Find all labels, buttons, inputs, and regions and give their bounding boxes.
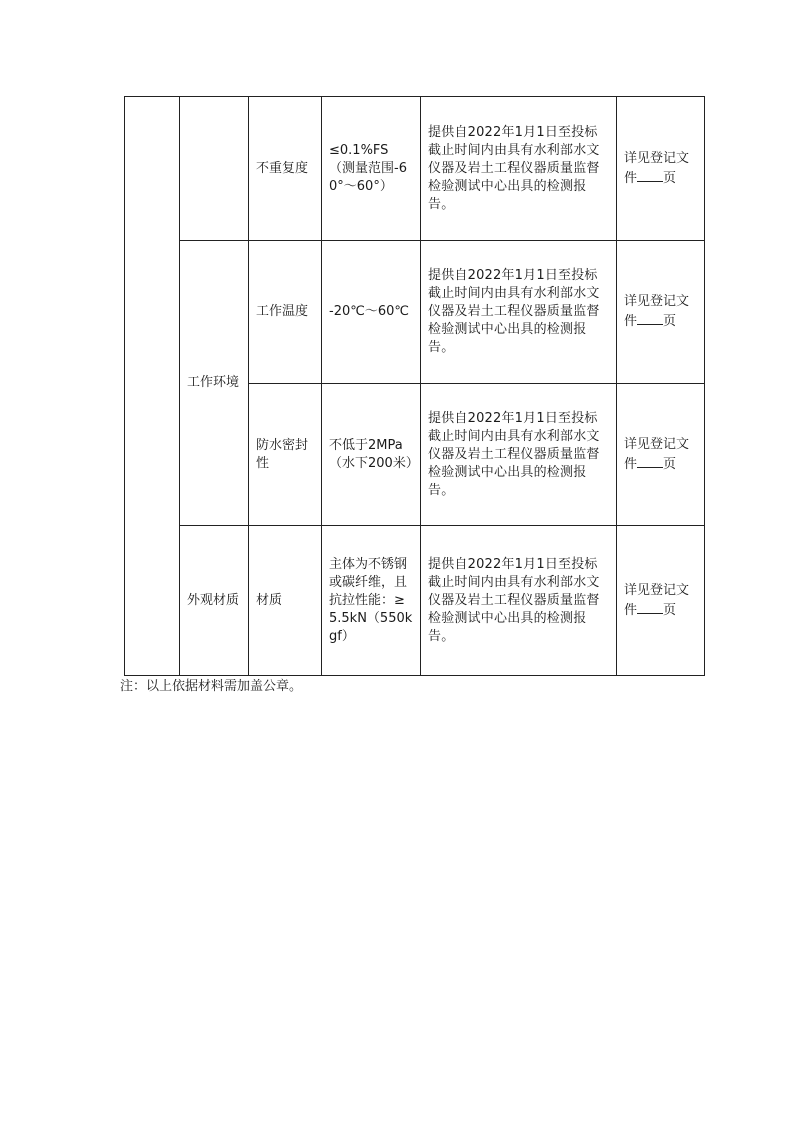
- ref-cell: [617, 241, 705, 384]
- proof-cell: [421, 384, 617, 526]
- footnote: 注：以上依据材料需加盖公章。: [120, 679, 303, 694]
- ref-prefix: 详见登记文件: [624, 150, 690, 186]
- item-cell: [249, 97, 322, 241]
- ref-cell: [617, 97, 705, 241]
- proof-text: 提供自2022年1月1日至投标截止时间内由具有水利部水文仪器及岩土工程仪器质量监督检验测试中心出具的检测报告。: [428, 124, 600, 212]
- item-label: 不重复度: [256, 160, 309, 176]
- table-row: [125, 241, 705, 384]
- item-cell: [249, 526, 322, 676]
- spec-text: ≤0.1%FS（测量范围-60°～60°）: [329, 142, 407, 194]
- ref-suffix: 页: [663, 170, 677, 186]
- ref-prefix: 详见登记文件: [624, 582, 690, 618]
- table-row: [125, 97, 705, 241]
- category-label: 工作环境: [187, 375, 240, 390]
- category-cell: [180, 526, 249, 676]
- category-cell: [180, 241, 249, 526]
- item-cell: [249, 241, 322, 384]
- spec-text: 主体为不锈钢或碳纤维，且抗拉性能：≥5.5kN（550kgf）: [329, 556, 413, 644]
- proof-text: 提供自2022年1月1日至投标截止时间内由具有水利部水文仪器及岩土工程仪器质量监督检验测试中心出具的检测报告。: [428, 410, 600, 498]
- spec-cell: [322, 384, 421, 526]
- spec-text: 不低于2MPa（水下200米）: [329, 437, 419, 471]
- spec-text: -20℃～60℃: [329, 304, 409, 319]
- ref-suffix: 页: [663, 314, 677, 329]
- requirements-table: [124, 96, 705, 676]
- item-label: 防水密封性: [256, 437, 309, 471]
- ref-cell: [617, 526, 705, 676]
- table-row: [125, 526, 705, 676]
- item-label: 材质: [256, 592, 283, 608]
- page-number-blank: [637, 454, 663, 468]
- spec-cell: [322, 97, 421, 241]
- page-number-blank: [637, 600, 663, 614]
- proof-text: 提供自2022年1月1日至投标截止时间内由具有水利部水文仪器及岩土工程仪器质量监督检验测试中心出具的检测报告。: [428, 556, 600, 644]
- category-cell-empty: [180, 97, 249, 241]
- proof-cell: [421, 526, 617, 676]
- page-number-blank: [637, 311, 663, 325]
- ref-suffix: 页: [663, 456, 677, 472]
- page-number-blank: [637, 168, 663, 182]
- proof-cell: [421, 241, 617, 384]
- ref-prefix: 详见登记文件: [624, 294, 690, 329]
- spec-cell: [322, 526, 421, 676]
- proof-text: 提供自2022年1月1日至投标截止时间内由具有水利部水文仪器及岩土工程仪器质量监督检验测试中心出具的检测报告。: [428, 268, 600, 355]
- ref-cell: [617, 384, 705, 526]
- ref-prefix: 详见登记文件: [624, 436, 690, 472]
- spec-cell: [322, 241, 421, 384]
- proof-cell: [421, 97, 617, 241]
- item-cell: [249, 384, 322, 526]
- item-label: 工作温度: [256, 304, 309, 319]
- blank-index-cell: [125, 97, 180, 676]
- ref-suffix: 页: [663, 602, 677, 618]
- category-label: 外观材质: [187, 592, 240, 608]
